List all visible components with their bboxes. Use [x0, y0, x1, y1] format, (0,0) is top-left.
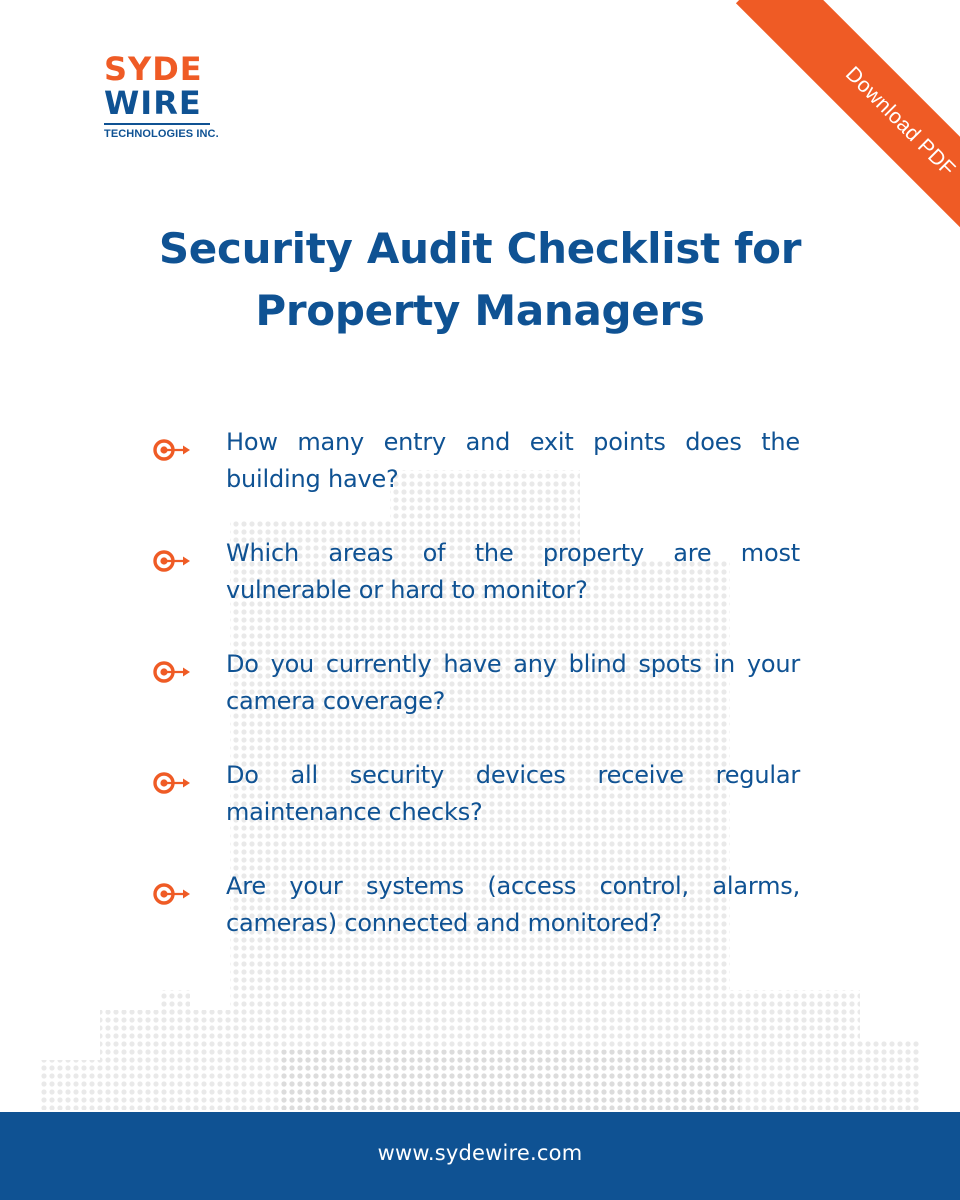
download-ribbon-container — [680, 0, 960, 230]
target-arrow-icon — [152, 769, 192, 797]
target-arrow-icon — [152, 436, 192, 464]
logo-subtitle: TECHNOLOGIES INC. — [104, 128, 219, 140]
audit-checklist — [150, 424, 800, 979]
checklist-item-2 — [150, 535, 800, 646]
page-title-line-1: Security Audit Checklist for — [158, 224, 802, 273]
checklist-item-text: Do all security devices receive regular maintenance checks? — [226, 761, 800, 826]
target-arrow-icon — [152, 547, 192, 575]
checklist-item-text: Are your systems (access control, alarms, cameras) connected and monitored? — [226, 872, 800, 937]
website-link[interactable]: www.sydewire.com — [377, 1141, 583, 1165]
checklist-item-text: How many entry and exit points does the building have? — [226, 428, 800, 493]
page-title — [80, 218, 880, 342]
checklist-item-5 — [150, 868, 800, 979]
logo-word-syde: SYDE — [104, 50, 203, 88]
target-arrow-icon — [152, 658, 192, 686]
checklist-item-3 — [150, 646, 800, 757]
checklist-item-1 — [150, 424, 800, 535]
checklist-item-4 — [150, 757, 800, 868]
page-title-line-2: Property Managers — [255, 286, 705, 335]
footer-bar — [0, 1112, 960, 1200]
download-pdf-ribbon[interactable]: Download PDF — [736, 0, 960, 230]
company-logo — [104, 52, 244, 141]
logo-word-wire: WIRE — [104, 84, 202, 122]
checklist-item-text: Which areas of the property are most vulnerable or hard to monitor? — [226, 539, 800, 604]
target-arrow-icon — [152, 880, 192, 908]
logo-divider — [104, 123, 210, 125]
checklist-item-text: Do you currently have any blind spots in your camera coverage? — [226, 650, 800, 715]
